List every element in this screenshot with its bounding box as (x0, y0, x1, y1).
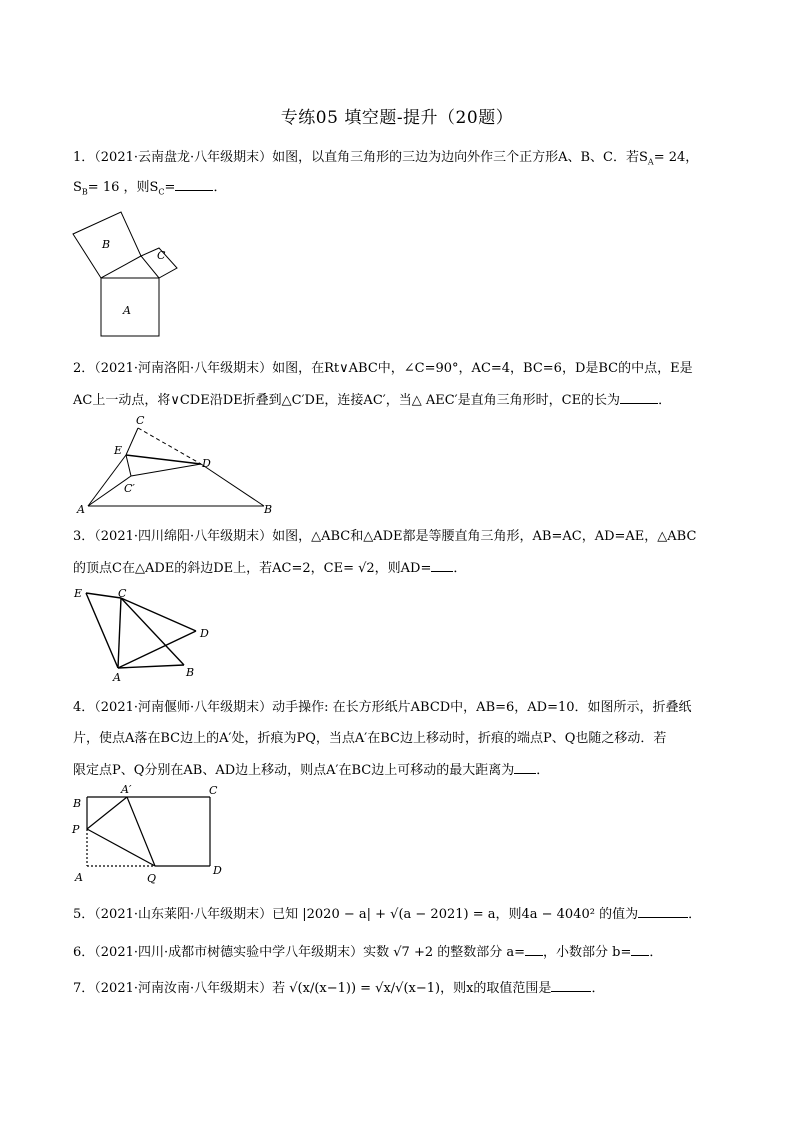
q3-segment-ab (118, 665, 184, 668)
q3-label-a: A (113, 671, 121, 684)
q5-line (73, 903, 701, 922)
q4-segment-a1q (127, 797, 155, 866)
q4-label-a-prime: A′ (121, 783, 132, 796)
q1-line-2 (73, 176, 226, 197)
q3-label-b: B (186, 666, 195, 679)
q4-line-3 (73, 759, 549, 778)
q3-line-1: 3．（2021·四川绵阳·八年级期末）如图，△ABC和△ADE都是等腰直角三角形，AB=AC，AD=AE，△ABC (73, 529, 697, 544)
q2-line-1: 2．（2021·河南洛阳·八年级期末）如图，在Rt∨ABC中，∠C=90°，AC=4，BC=6，D是BC的中点，E是 (73, 361, 693, 376)
q4-line-2: 片，使点A落在BC边上的A′处，折痕为PQ，当点A′在BC边上移动时，折痕的端点P、Q也随之移动．若 (73, 731, 667, 746)
q1-figure (70, 212, 200, 342)
q2-label-c: C (136, 414, 145, 427)
q6-answer-blank-b[interactable] (631, 943, 649, 956)
q7-text: 7．（2021·河南汝南·八年级期末）若 √(x/(x−1)) = √x/√(x−1)，则x的取值范围是 (73, 981, 552, 996)
q2-segment-ec (126, 428, 138, 455)
q2-figure (74, 412, 284, 516)
q3-segment-cb (121, 598, 184, 665)
q2-text-2: AC上一动点，将∨CDE沿DE折叠到△C′DE，连接AC′，当△ AEC′是直角三角形时，CE的长为 (73, 393, 621, 408)
q3-text-2: 的顶点C在△ADE的斜边DE上，若AC=2，CE= √2，则AD= (73, 561, 432, 576)
q3-answer-blank[interactable] (431, 559, 453, 572)
q5-text-end: ． (688, 907, 702, 922)
q1-text-1: 1．（2021·云南盘龙·八年级期末）如图，以直角三角形的三边为边向外作三个正方形A、B、C．若S (73, 150, 648, 165)
q2-segment-ec1 (126, 455, 131, 476)
q6-text: 6．（2021·四川·成都市树德实验中学八年级期末）实数 √7 +2 的整数部分 a= (73, 945, 526, 960)
q1-label-c: C (157, 249, 166, 262)
page-title: 专练05 填空题-提升（20题） (280, 108, 514, 128)
q1-text-1-tail: = 24， (653, 150, 699, 165)
q4-segment-pq (87, 829, 155, 866)
q2-segment-cd-dashed (138, 428, 201, 464)
q3-figure (72, 588, 222, 683)
q2-line-2 (73, 389, 671, 408)
q5-answer-blank[interactable] (638, 905, 688, 918)
q6-line (73, 941, 662, 960)
q2-label-a: A (77, 503, 85, 516)
q2-segment-ae (88, 455, 126, 506)
q4-segment-pa1 (87, 797, 127, 829)
q7-answer-blank[interactable] (551, 979, 591, 992)
q7-line (73, 977, 604, 996)
q2-label-c-prime: C′ (124, 482, 135, 495)
q7-text-end: ． (591, 981, 605, 996)
q3-label-c: C (118, 587, 127, 600)
q2-label-e: E (114, 444, 123, 457)
q4-figure (70, 782, 230, 887)
q1-text-2-mid: = 16 ，则S (87, 180, 159, 195)
q6-text-end: ． (649, 945, 663, 960)
q1-sub-b: B (81, 187, 88, 197)
q2-segment-ed (126, 455, 201, 464)
q3-segment-ec (86, 593, 121, 598)
q2-label-d: D (202, 457, 211, 470)
q5-text: 5．（2021·山东莱阳·八年级期末）已知 |2020 − a| + √(a − 2021) = a，则4a − 4040² 的值为 (73, 907, 639, 922)
q4-label-d: D (213, 864, 222, 877)
q1-sub-c: C (158, 187, 165, 197)
q6-text-mid: ，小数部分 b= (543, 945, 632, 960)
q4-label-p: P (72, 823, 80, 836)
q1-answer-blank[interactable] (175, 178, 213, 191)
q4-text-3-end: ． (536, 763, 550, 778)
q3-segment-ea (86, 593, 118, 668)
q4-answer-blank[interactable] (514, 761, 536, 774)
q2-label-b: B (264, 503, 273, 516)
q3-label-d: D (200, 627, 209, 640)
q4-text-3: 限定点P、Q分别在AB、AD边上移动，则点A′在BC边上可移动的最大距离为 (73, 763, 515, 778)
q1-line-1 (73, 146, 698, 167)
q1-sub-a: A (647, 157, 654, 167)
q2-text-2-end: ． (658, 393, 672, 408)
q2-answer-blank[interactable] (620, 391, 658, 404)
q2-segment-db (201, 464, 264, 506)
q1-text-2-tail: = (164, 180, 176, 195)
q4-label-a: A (75, 871, 83, 884)
q3-line-2 (73, 557, 466, 576)
q3-segment-cd (121, 598, 196, 631)
q1-text-2: S (73, 180, 82, 195)
q4-label-q: Q (147, 872, 157, 885)
q3-label-e: E (74, 587, 83, 600)
q3-text-2-end: ． (453, 561, 467, 576)
q1-label-a: A (123, 304, 131, 317)
q4-label-b: B (73, 797, 82, 810)
q4-line-1: 4．（2021·河南偃师·八年级期末）动手操作: 在长方形纸片ABCD中，AB=6，AD=10．如图所示，折叠纸 (73, 700, 692, 715)
q1-text-2-end: ． (213, 180, 227, 195)
q6-answer-blank-a[interactable] (525, 943, 543, 956)
q3-segment-ac (118, 598, 121, 668)
q4-label-c: C (209, 784, 218, 797)
q2-segment-c1d (131, 464, 201, 476)
q1-label-b: B (102, 238, 111, 251)
